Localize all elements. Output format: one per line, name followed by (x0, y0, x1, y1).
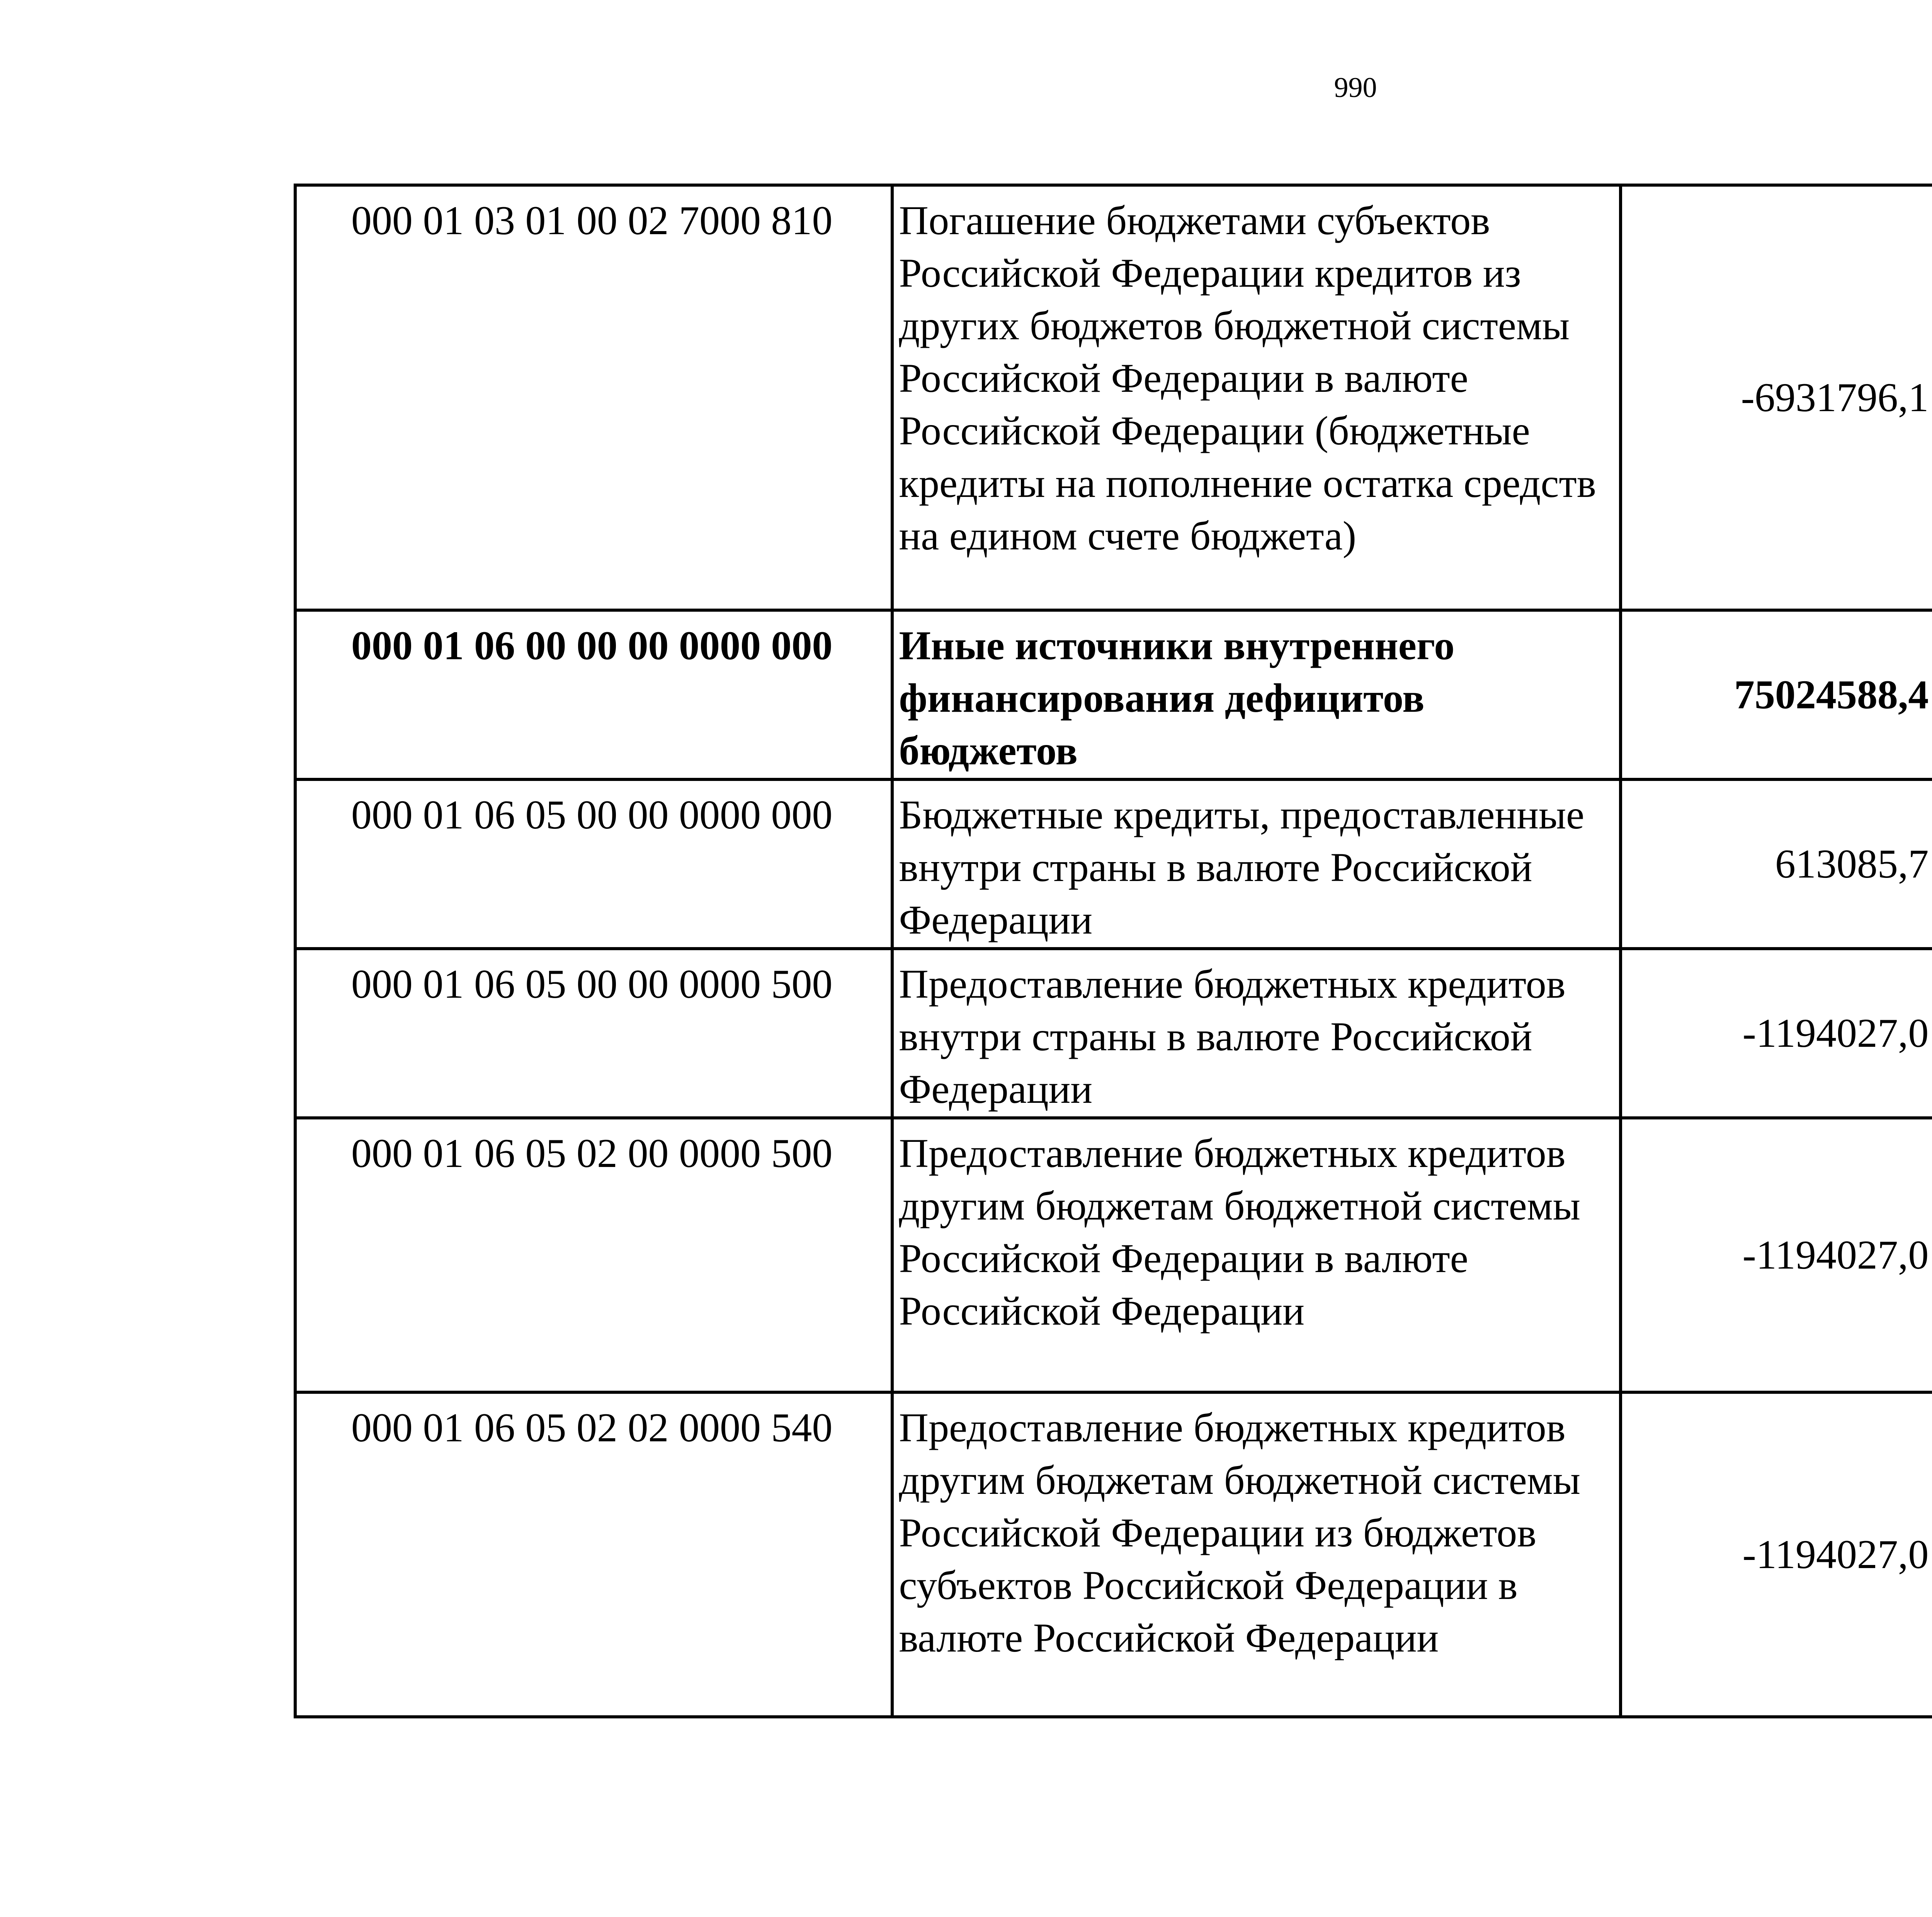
amount-cell-1: 613085,7 (1621, 779, 1932, 949)
table-row (295, 610, 1932, 779)
table-row (295, 1118, 1932, 1392)
item-name-cell: Бюджетные кредиты, предоставленные внутри страны в валюте Российской Федерации (892, 779, 1621, 949)
item-name-cell: Предоставление бюджетных кредитов внутри страны в валюте Российской Федерации (892, 949, 1621, 1118)
item-name-cell: Иные источники внутреннего финансирования дефицитов бюджетов (892, 610, 1621, 779)
table-row (295, 949, 1932, 1118)
item-name-cell: Предоставление бюджетных кредитов другим бюджетам бюджетной системы Российской Федерации в валюте Российской Федерации (892, 1118, 1621, 1392)
budget-code-cell: 000 01 06 00 00 00 0000 000 (295, 610, 892, 779)
amount-cell-1: 75024588,4 (1621, 610, 1932, 779)
table-row (295, 779, 1932, 949)
amount-cell-1: -6931796,1 (1621, 185, 1932, 610)
table-row (295, 185, 1932, 610)
amount-cell-1: -1194027,0 (1621, 1392, 1932, 1717)
item-name-cell: Предоставление бюджетных кредитов другим бюджетам бюджетной системы Российской Федерации из бюджетов субъектов Российской Федерации в валюте Российской Федерации (892, 1392, 1621, 1717)
budget-sources-table (294, 184, 1932, 1718)
budget-code-cell: 000 01 06 05 02 00 0000 500 (295, 1118, 892, 1392)
amount-cell-1: -1194027,0 (1621, 949, 1932, 1118)
amount-cell-1: -1194027,0 (1621, 1118, 1932, 1392)
budget-code-cell: 000 01 06 05 00 00 0000 000 (295, 779, 892, 949)
budget-code-cell: 000 01 06 05 00 00 0000 500 (295, 949, 892, 1118)
budget-code-cell: 000 01 03 01 00 02 7000 810 (295, 185, 892, 610)
item-name-cell: Погашение бюджетами субъектов Российской Федерации кредитов из других бюджетов бюджетной системы Российской Федерации в валюте Российской Федерации (бюджетные кредиты на пополнение остатка средств на едином счете бюджета) (892, 185, 1621, 610)
table-row (295, 1392, 1932, 1717)
budget-code-cell: 000 01 06 05 02 02 0000 540 (295, 1392, 892, 1717)
page-number: 990 (1334, 72, 1377, 104)
